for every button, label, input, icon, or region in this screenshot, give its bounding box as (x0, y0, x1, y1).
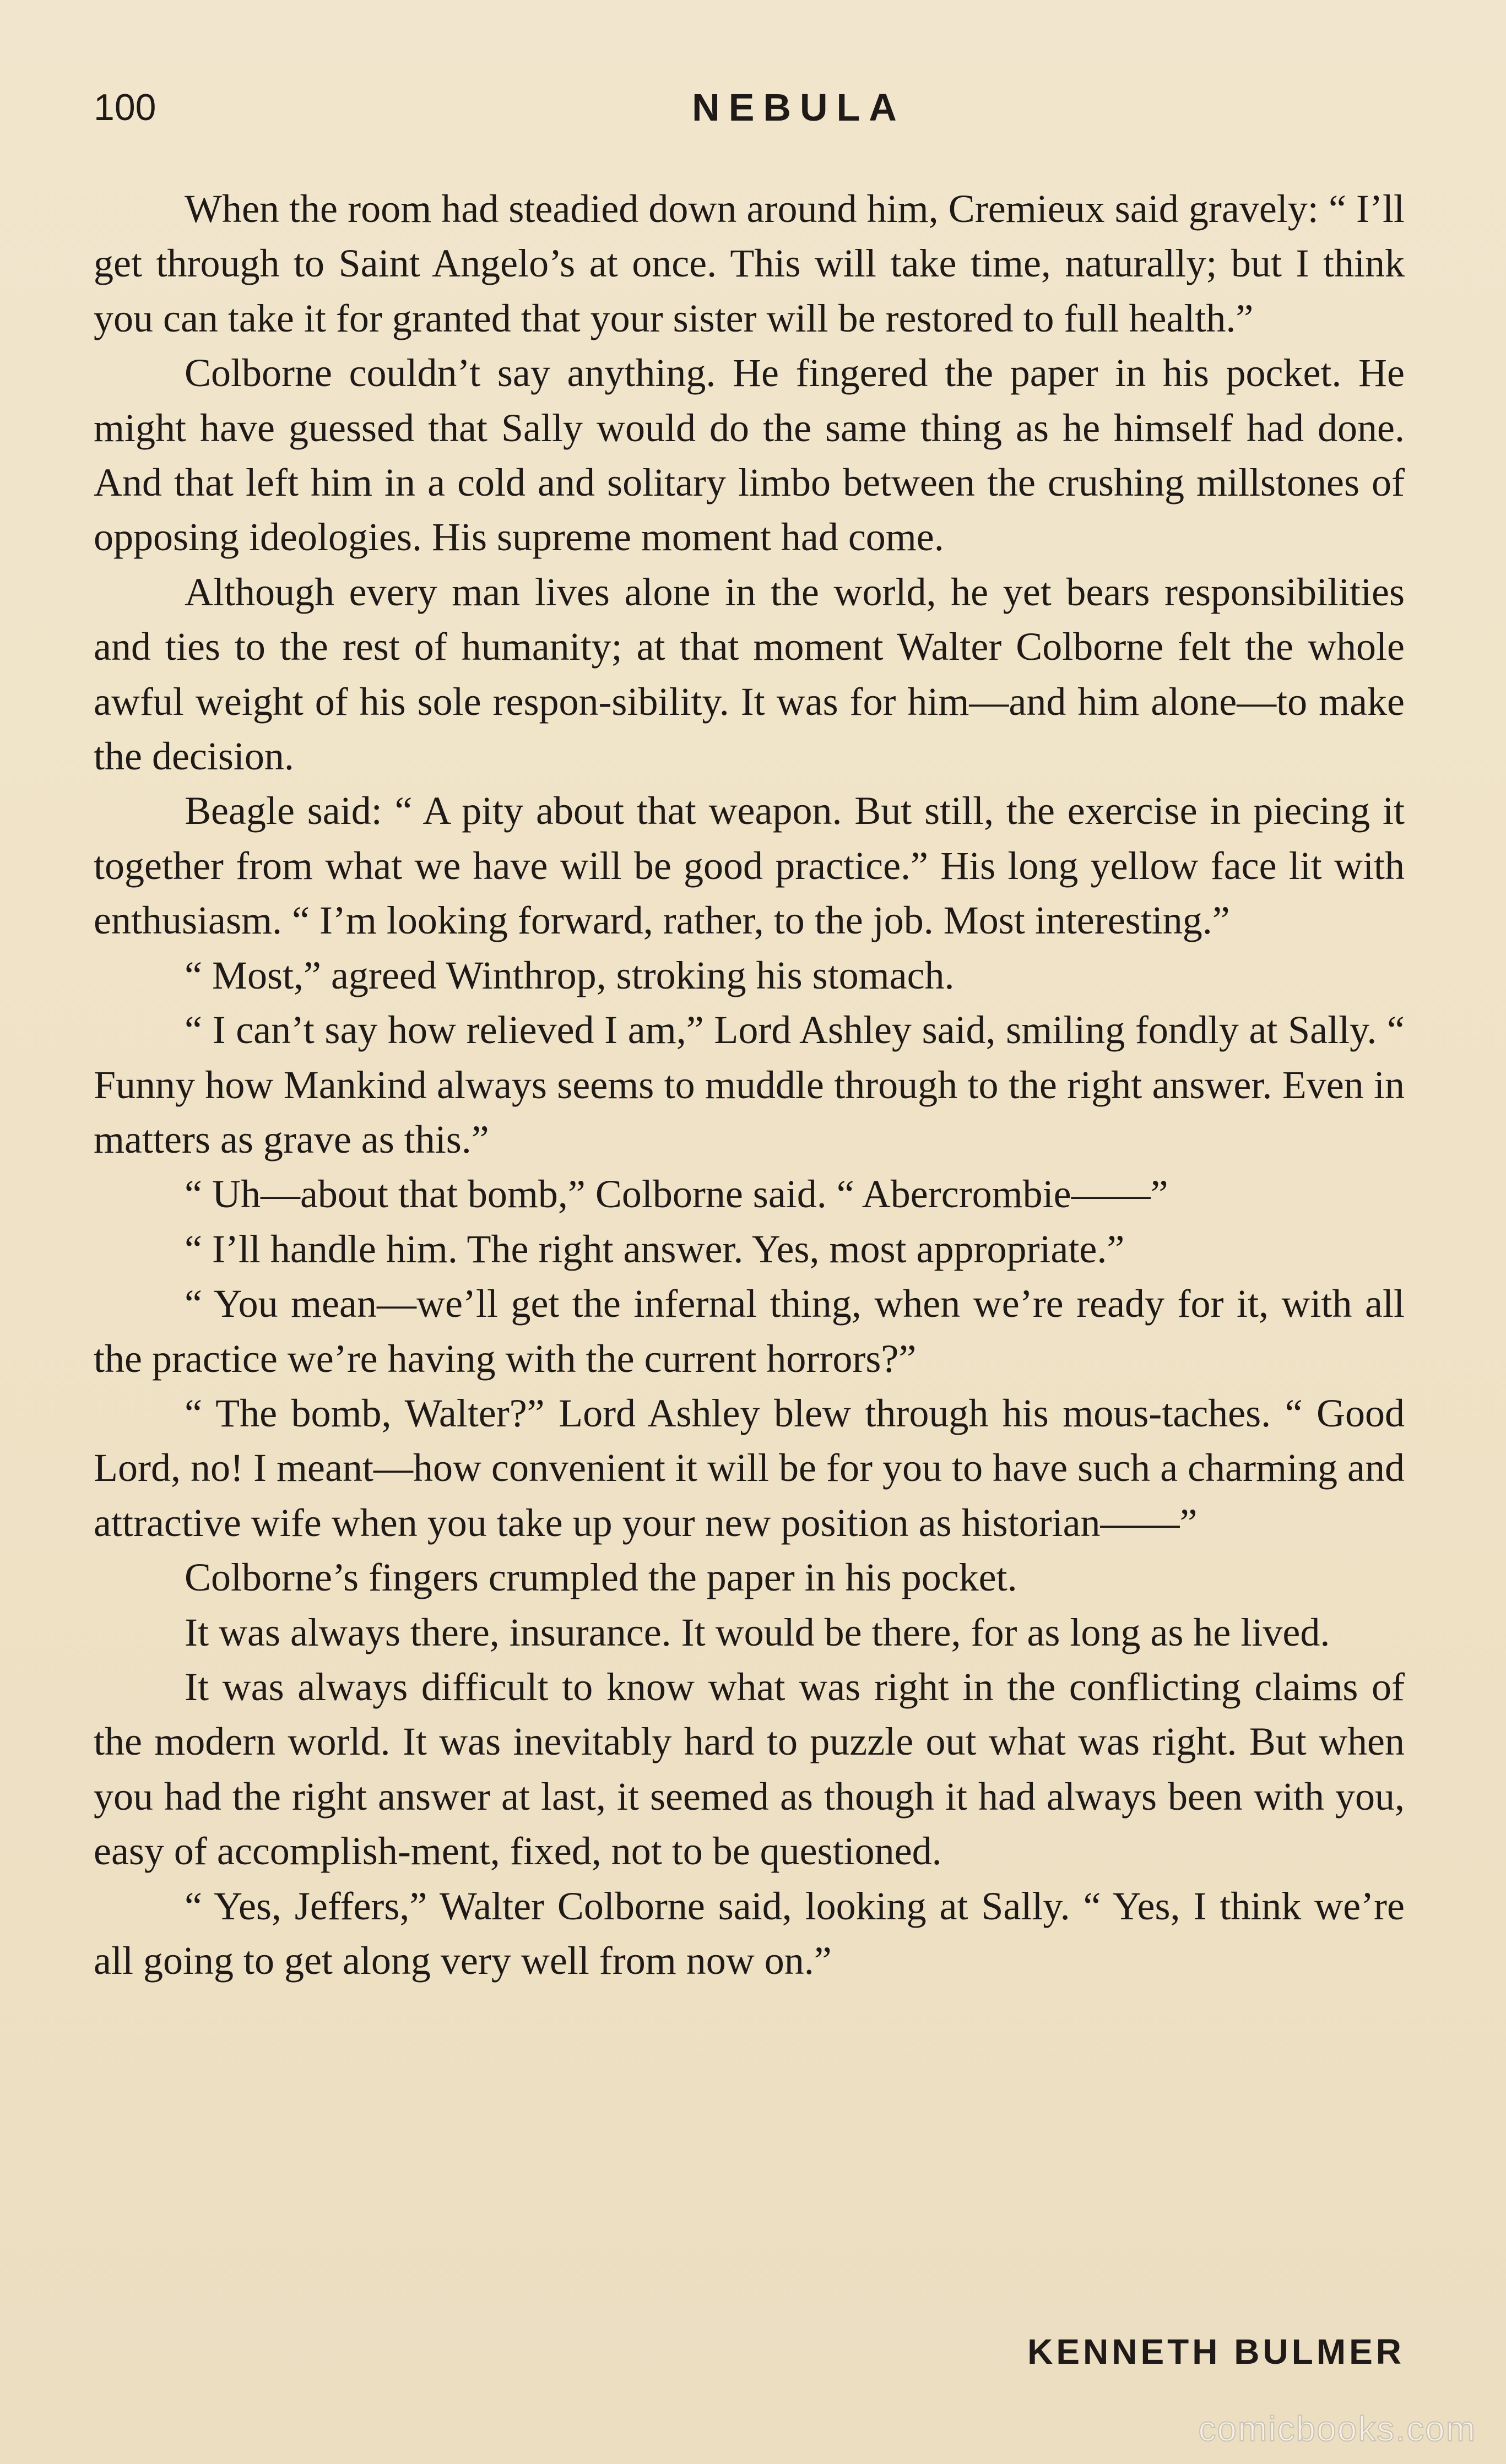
watermark: comicbooks.com (1198, 2409, 1476, 2449)
paragraph-12: It was always there, insurance. It would be there, for as long as he lived. (185, 1610, 1330, 1654)
page-number: 100 (94, 86, 156, 128)
author-signature: KENNETH BULMER (1027, 2332, 1405, 2371)
paragraph-1: When the room had steadied down around him, Cremieux said gravely: “ I’ll get through to Saint Angelo’s at once. This will take time, naturally; but I think you can take it for granted that your sister will be restored to full health.” (94, 187, 1405, 340)
page-header (94, 83, 1405, 132)
paragraph-8: “ I’ll handle him. The right answer. Yes, most appropriate.” (185, 1226, 1125, 1271)
paragraph-2: Colborne couldn’t say anything. He fingered the paper in his pocket. He might have guessed that Sally would do the same thing as he himself had done. And that left him in a cold and solitary limbo between the crushing millstones of opposing ideologies. His supreme moment had come. (94, 351, 1405, 560)
paragraph-5: “ Most,” agreed Winthrop, stroking his stomach. (185, 953, 955, 997)
paragraph-9: “ You mean—we’ll get the infernal thing, when we’re ready for it, with all the practice we’re having with the current horrors?” (94, 1282, 1405, 1381)
paragraph-3: Although every man lives alone in the world, he yet bears responsibilities and ties to the rest of humanity; at that moment Walter Colborne felt the whole awful weight of his sole respon-sibility. It was for him—and him alone—to make the decision. (94, 569, 1405, 779)
story-text (94, 182, 1405, 1988)
paragraph-7: “ Uh—about that bomb,” Colborne said. “ Abercrombie——” (185, 1172, 1168, 1217)
paragraph-10: “ The bomb, Walter?” Lord Ashley blew through his mous-taches. “ Good Lord, no! I meant—how convenient it will be for you to have such a charming and attractive wife when you take up your new position as historian——” (94, 1391, 1405, 1545)
paragraph-13: It was always difficult to know what was right in the conflicting claims of the modern world. It was inevitably hard to puzzle out what was right. But when you had the right answer at last, it seemed as though it had always been with you, easy of accomplish-ment, fixed, not to be questioned. (94, 1664, 1405, 1874)
paragraph-6: “ I can’t say how relieved I am,” Lord Ashley said, smiling fondly at Sally. “ Funny how Mankind always seems to muddle through to the right answer. Even in matters as grave as this.” (94, 1008, 1405, 1162)
paragraph-4: Beagle said: “ A pity about that weapon. But still, the exercise in piecing it together from what we have will be good practice.” His long yellow face lit with enthusiasm. “ I’m looking forward, rather, to the job. Most interesting.” (94, 789, 1405, 943)
paragraph-14: “ Yes, Jeffers,” Walter Colborne said, looking at Sally. “ Yes, I think we’re all going to get along very well from now on.” (94, 1884, 1405, 1983)
running-title: NEBULA (692, 86, 906, 129)
paragraph-11: Colborne’s fingers crumpled the paper in his pocket. (185, 1555, 1017, 1600)
